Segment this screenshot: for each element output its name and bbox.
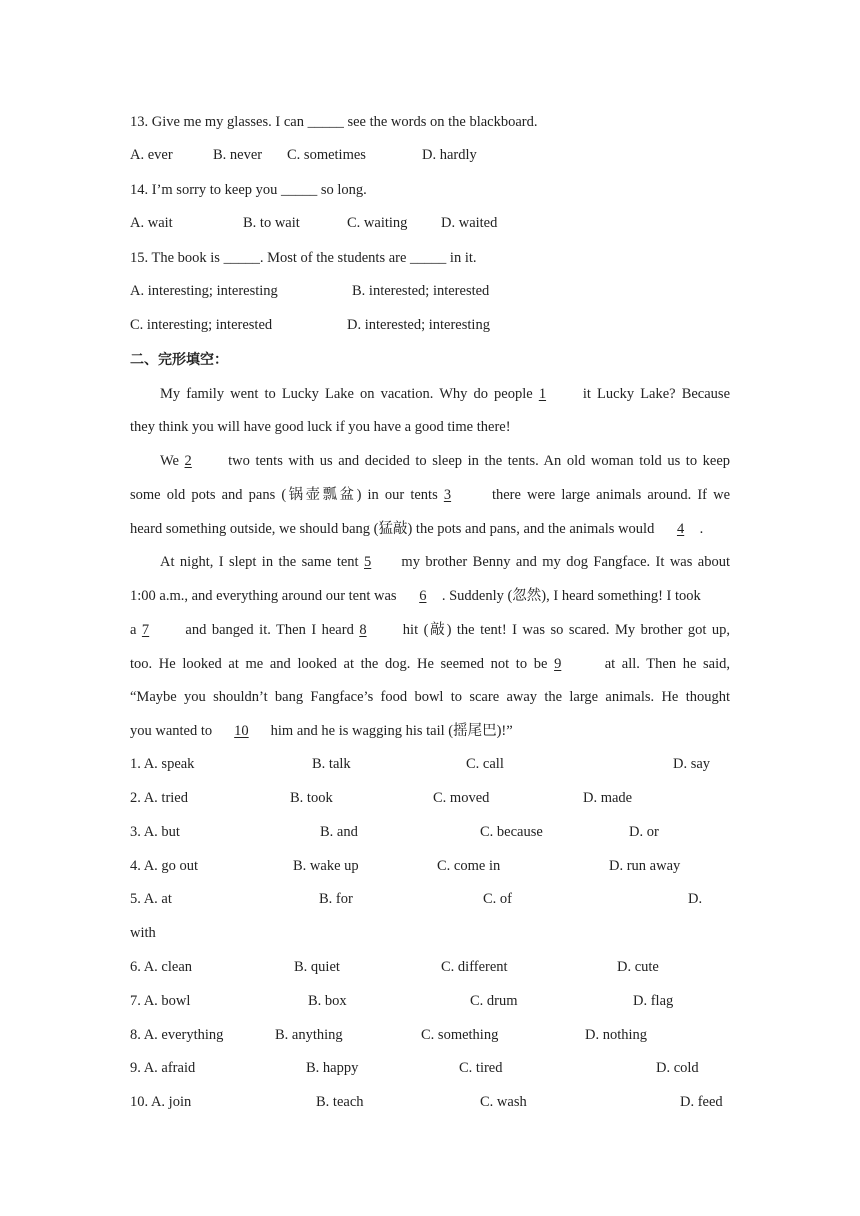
blank-6: 6 (419, 588, 427, 604)
cloze-10-option-d: D. feed (680, 1094, 723, 1110)
cloze-3-option-c: C. because (480, 824, 543, 840)
blank-5: 5 (364, 554, 372, 570)
cloze-6-option-a: 6. A. clean (130, 959, 193, 975)
blank-1: 1 (538, 386, 547, 402)
cloze-10-option-a: 10. A. join (130, 1094, 192, 1110)
q13-option-d: D. hardly (422, 147, 477, 163)
cloze-4-option-c: C. come in (437, 858, 501, 874)
cloze-10-option-c: C. wash (480, 1094, 527, 1110)
cloze-6-option-b: B. quiet (294, 959, 340, 975)
cloze-4-option-b: B. wake up (293, 858, 359, 874)
passage-line-8: a 7 and banged it. Then I heard 8 hit (敲) the tent! I was so scared. My brother got up, (130, 622, 731, 638)
cloze-8-option-d: D. nothing (585, 1027, 648, 1043)
passage-line-5: heard something outside, we should bang (猛敲) the pots and pans, and the animals would 4 . (130, 521, 704, 537)
q15-option-c: C. interesting; interested (130, 317, 273, 333)
cloze-2-option-b: B. took (290, 790, 333, 806)
cloze-9-option-b: B. happy (306, 1060, 359, 1076)
q13-option-a: A. ever (130, 147, 173, 163)
cloze-1-option-b: B. talk (312, 756, 351, 772)
cloze-1-option-d: D. say (673, 756, 711, 772)
cloze-5-option-d-wrap: with (130, 925, 156, 941)
cloze-3-option-b: B. and (320, 824, 358, 840)
cloze-5-option-a: 5. A. at (130, 891, 172, 907)
passage-line-6: At night, I slept in the same tent 5 my brother Benny and my dog Fangface. It was about (160, 554, 731, 570)
cloze-5-option-b: B. for (319, 891, 353, 907)
cloze-2-option-c: C. moved (433, 790, 490, 806)
passage-line-2: they think you will have good luck if you have a good time there! (130, 419, 511, 435)
cloze-9-option-d: D. cold (656, 1060, 699, 1076)
passage-line-10: “Maybe you shouldn’t bang Fangface’s food bowl to scare away the large animals. He thought (130, 689, 730, 705)
cloze-5-option-d: D. (688, 891, 703, 907)
cloze-8-option-a: 8. A. everything (130, 1027, 224, 1043)
q13-option-b: B. never (213, 147, 263, 163)
blank-3: 3 (443, 487, 452, 503)
question-13-stem: 13. Give me my glasses. I can _____ see the words on the blackboard. (130, 114, 538, 130)
blank-4: 4 (676, 521, 685, 537)
cloze-4-option-a: 4. A. go out (130, 858, 199, 874)
q13-option-c: C. sometimes (287, 147, 366, 163)
cloze-3-option-a: 3. A. but (130, 824, 180, 840)
cloze-6-option-d: D. cute (617, 959, 659, 975)
blank-8: 8 (359, 622, 367, 638)
q15-option-b: B. interested; interested (352, 283, 490, 299)
passage-line-7: 1:00 a.m., and everything around our tent was 6 . Suddenly (忽然), I heard something! I took (130, 588, 701, 604)
cloze-7-option-d: D. flag (633, 993, 674, 1009)
cloze-8-option-b: B. anything (275, 1027, 343, 1043)
section-title: 二、完形填空： (130, 352, 228, 368)
q14-option-c: C. waiting (347, 215, 408, 231)
q15-option-a: A. interesting; interesting (130, 283, 278, 299)
passage-line-3: We 2 two tents with us and decided to sleep in the tents. An old woman told us to keep (160, 453, 731, 469)
cloze-8-option-c: C. something (421, 1027, 499, 1043)
passage-line-11: you wanted to 10 him and he is wagging his tail (摇尾巴)!” (130, 723, 513, 739)
question-14-stem: 14. I’m sorry to keep you _____ so long. (130, 182, 367, 198)
blank-10: 10 (234, 723, 249, 739)
blank-2: 2 (184, 453, 192, 469)
blank-9: 9 (554, 656, 562, 672)
cloze-10-option-b: B. teach (316, 1094, 364, 1110)
cloze-2-option-d: D. made (583, 790, 633, 806)
cloze-4-option-d: D. run away (609, 858, 681, 874)
cloze-9-option-a: 9. A. afraid (130, 1060, 196, 1076)
cloze-5-option-c: C. of (483, 891, 512, 907)
cloze-9-option-c: C. tired (459, 1060, 503, 1076)
passage-line-4: some old pots and pans (锅壶瓢盆) in our tents 3 there were large animals around. If we (130, 487, 731, 503)
cloze-7-option-a: 7. A. bowl (130, 993, 191, 1009)
cloze-7-option-c: C. drum (470, 993, 518, 1009)
blank-7: 7 (141, 622, 150, 638)
passage-line-1: My family went to Lucky Lake on vacation. Why do people 1 it Lucky Lake? Because (160, 386, 731, 402)
passage-line-9: too. He looked at me and looked at the dog. He seemed not to be 9 at all. Then he said, (130, 656, 731, 672)
cloze-3-option-d: D. or (629, 824, 659, 840)
q14-option-b: B. to wait (243, 215, 300, 231)
q14-option-a: A. wait (130, 215, 173, 231)
cloze-1-option-c: C. call (466, 756, 504, 772)
cloze-7-option-b: B. box (308, 993, 347, 1009)
cloze-2-option-a: 2. A. tried (130, 790, 188, 806)
cloze-1-option-a: 1. A. speak (130, 756, 195, 772)
question-15-stem: 15. The book is _____. Most of the students are _____ in it. (130, 250, 477, 266)
q14-option-d: D. waited (441, 215, 498, 231)
cloze-6-option-c: C. different (441, 959, 508, 975)
q15-option-d: D. interested; interesting (347, 317, 490, 333)
